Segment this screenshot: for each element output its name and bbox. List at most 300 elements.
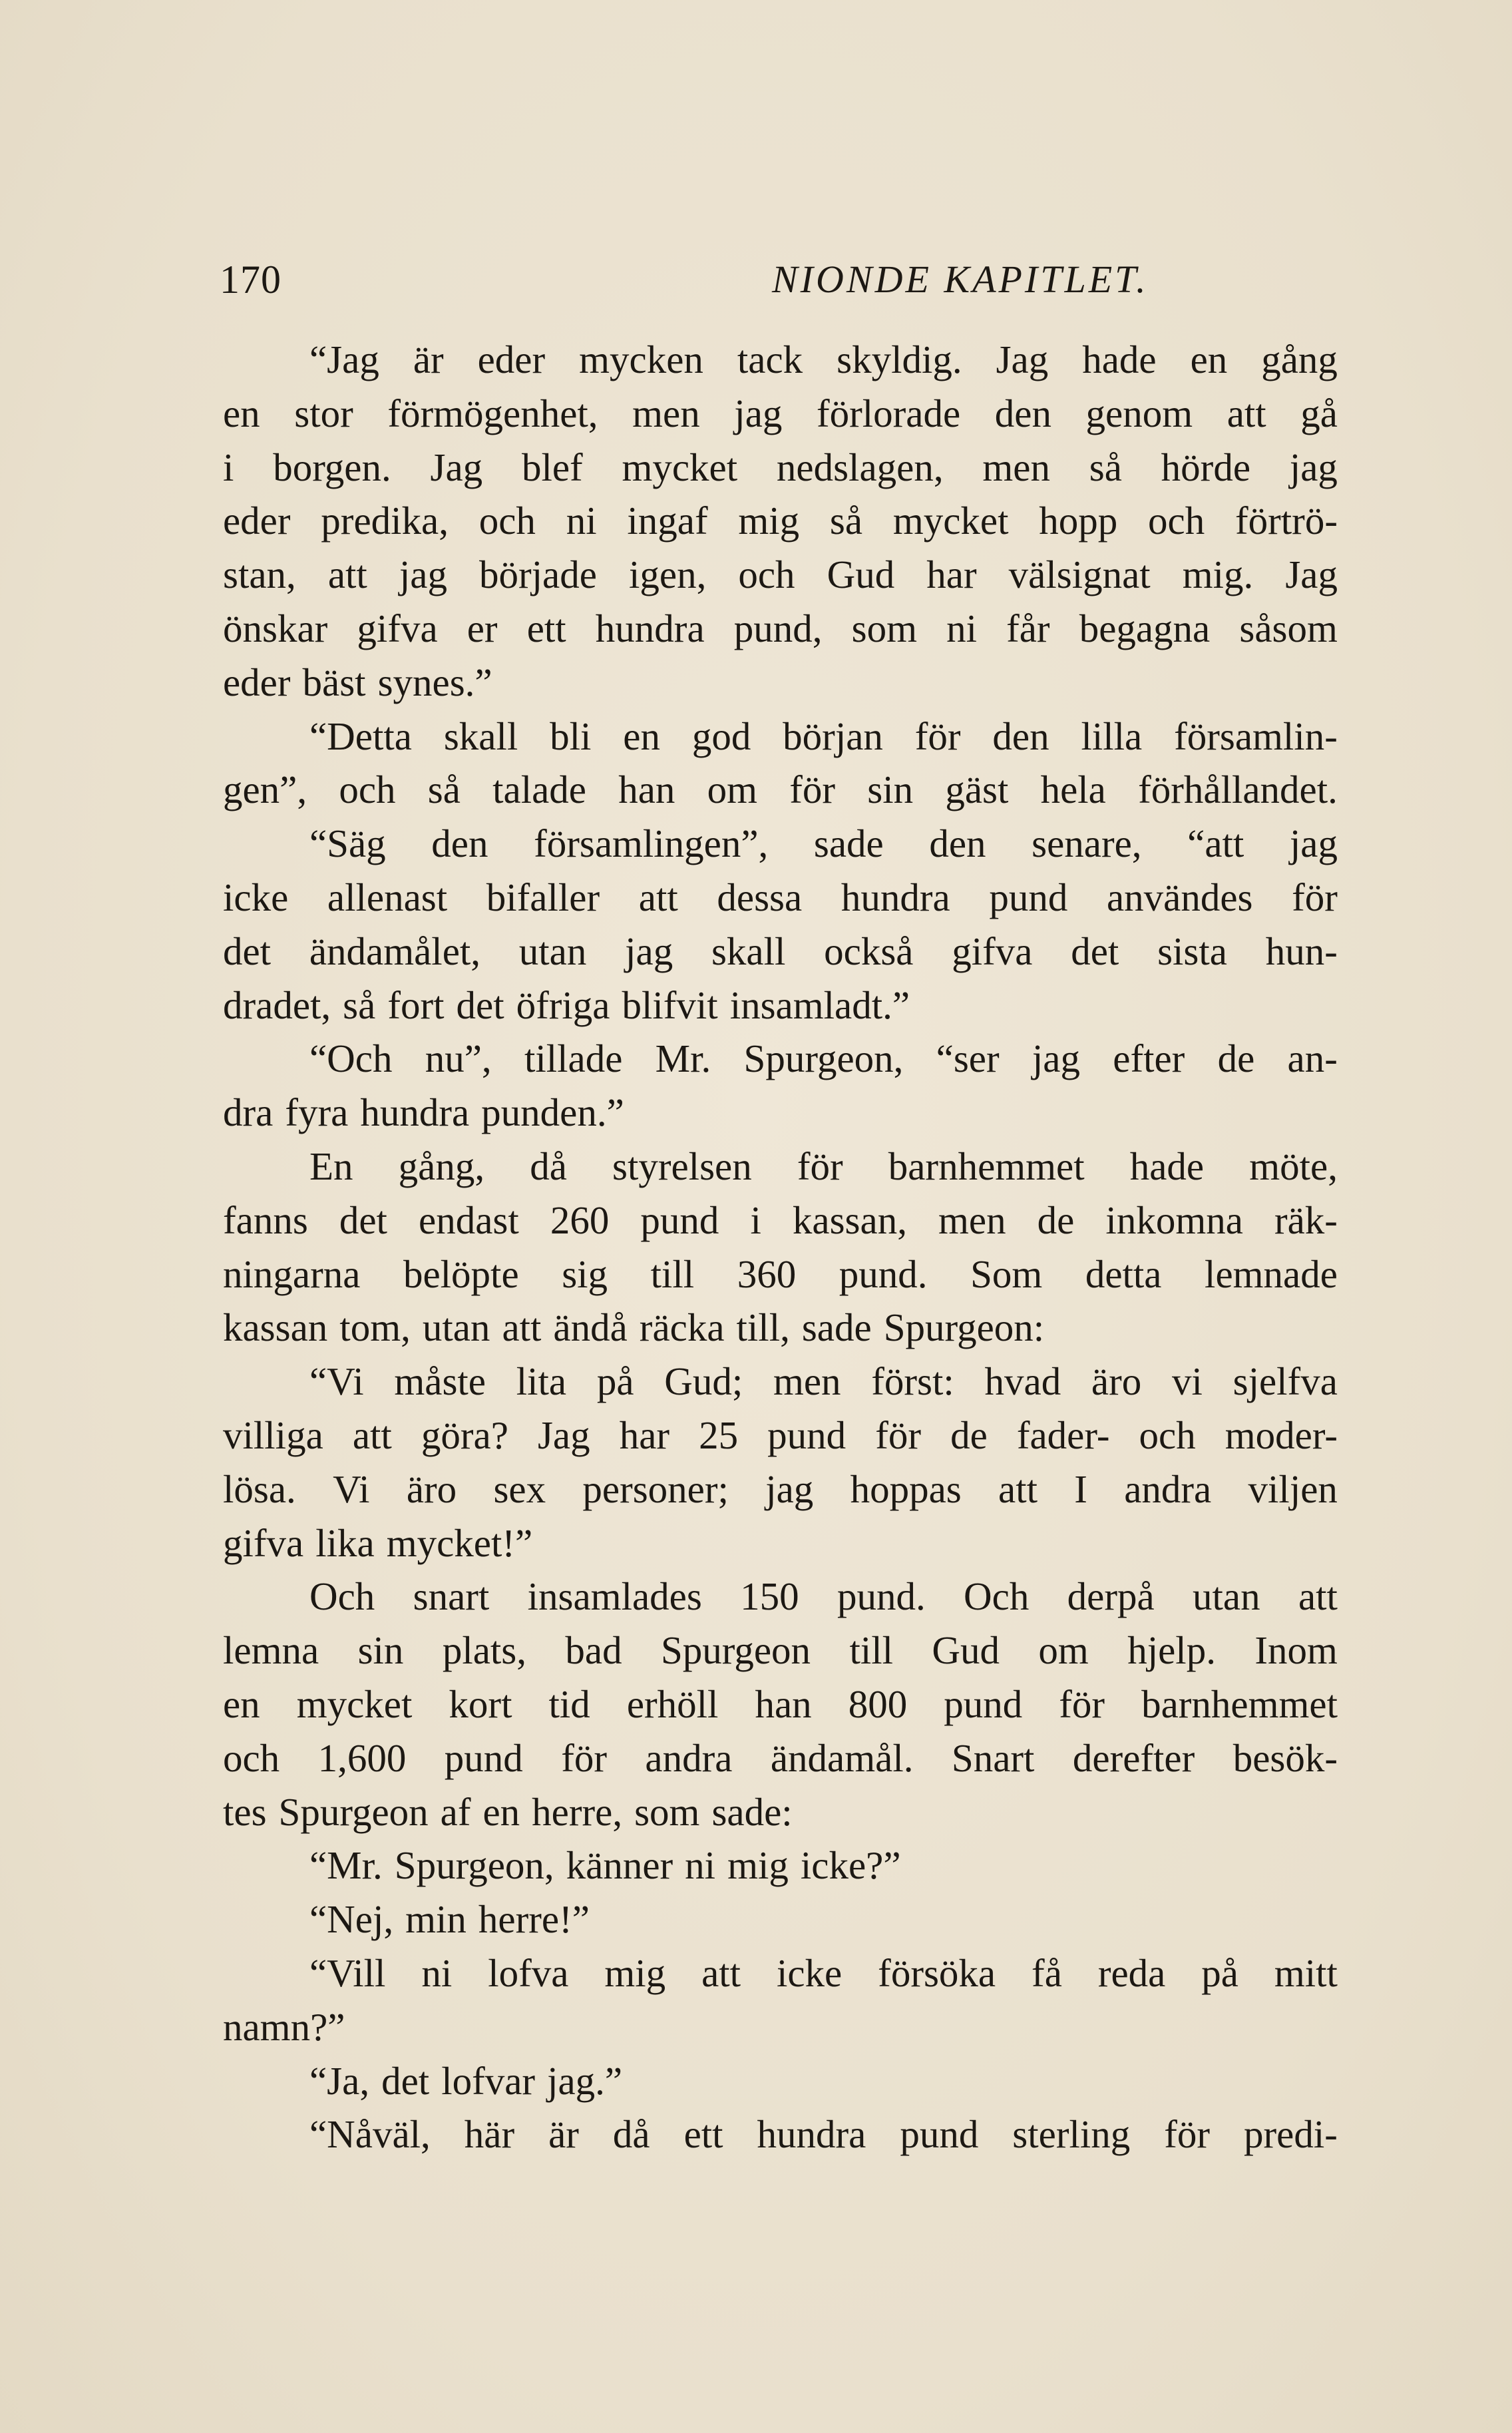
- word: af: [440, 1789, 471, 1834]
- word: Spurgeon:: [883, 1305, 1045, 1350]
- body-text: [223, 333, 1338, 2161]
- word: reda: [1097, 1950, 1166, 1995]
- word: utan: [422, 1305, 490, 1350]
- word: som: [634, 1789, 700, 1834]
- word: borgen.: [273, 445, 391, 489]
- word: förlorade: [816, 391, 961, 435]
- word: hoppas: [850, 1466, 962, 1511]
- word: Och: [309, 1574, 375, 1619]
- text-line: [223, 2000, 1338, 2054]
- text-line: [223, 1677, 1338, 1731]
- word: om: [707, 768, 758, 812]
- word: lita: [516, 1359, 567, 1404]
- word: Jag: [430, 445, 483, 489]
- word: utan: [1193, 1574, 1260, 1619]
- word: sade: [801, 1305, 872, 1350]
- word: dra: [223, 1090, 274, 1135]
- word: predika,: [321, 499, 449, 543]
- word: och: [738, 553, 795, 597]
- word: har: [926, 553, 977, 597]
- word: hade: [1129, 1144, 1205, 1188]
- word: mig: [738, 499, 800, 543]
- word: den: [431, 821, 488, 866]
- word: att: [502, 1305, 542, 1350]
- text-line: [223, 1086, 1338, 1140]
- word: pund.: [837, 1574, 926, 1619]
- text-line: [223, 871, 1338, 925]
- word: att: [1227, 391, 1266, 435]
- word: hade: [1082, 337, 1157, 381]
- text-line: [223, 1032, 1338, 1086]
- word: gen”,: [223, 768, 307, 812]
- word: “Mr.: [309, 1843, 383, 1888]
- word: lilla: [1081, 714, 1143, 758]
- word: Inom: [1254, 1628, 1338, 1673]
- word: mig: [727, 1843, 789, 1888]
- word: lösa.: [223, 1466, 296, 1511]
- word: en: [482, 1789, 520, 1834]
- word: 1,600: [317, 1735, 407, 1780]
- text-line: [223, 925, 1338, 979]
- word: ni: [566, 499, 597, 543]
- word: kort: [449, 1681, 512, 1726]
- word: Spurgeon,: [743, 1036, 904, 1081]
- word: tillade: [524, 1036, 623, 1081]
- word: försöka: [878, 1950, 996, 1995]
- word: hjelp.: [1127, 1628, 1216, 1673]
- word: då: [612, 2112, 650, 2157]
- word: begagna: [1079, 606, 1211, 650]
- word: lofva: [488, 1950, 569, 1995]
- word: det: [1071, 929, 1119, 973]
- word: hvad: [984, 1359, 1061, 1404]
- word: insamlades: [527, 1574, 702, 1619]
- word: efter: [1113, 1036, 1185, 1081]
- word: stor: [294, 391, 353, 435]
- word: jag.”: [547, 2058, 623, 2103]
- word: vi: [1171, 1359, 1203, 1404]
- word: sin: [867, 768, 914, 812]
- word: början: [783, 714, 883, 758]
- word: välsignat: [1008, 553, 1151, 597]
- word: öfriga: [516, 983, 610, 1027]
- word: och: [1139, 1413, 1196, 1457]
- word: ändå: [553, 1305, 628, 1350]
- word: den: [929, 821, 986, 866]
- word: ett: [526, 606, 566, 650]
- word: sade:: [711, 1789, 793, 1834]
- text-line: [223, 763, 1338, 817]
- word: allenast: [327, 875, 448, 919]
- word: möte,: [1249, 1144, 1338, 1188]
- word: men: [773, 1359, 841, 1404]
- text-line: [223, 1785, 1338, 1839]
- word: är: [413, 337, 444, 381]
- word: gifva: [223, 1520, 304, 1565]
- word: gå: [1300, 391, 1338, 435]
- word: gäst: [945, 768, 1009, 812]
- word: mig: [604, 1950, 666, 1995]
- word: min: [405, 1897, 467, 1942]
- text-line: [223, 1570, 1338, 1624]
- word: användes: [1106, 875, 1253, 919]
- word: “Detta: [309, 714, 412, 758]
- word: för: [1059, 1681, 1105, 1726]
- word: Jag: [537, 1413, 590, 1457]
- word: sex: [493, 1466, 546, 1511]
- word: 150: [740, 1574, 799, 1619]
- word: lemnade: [1205, 1251, 1338, 1296]
- word: Gud: [932, 1628, 1000, 1673]
- word: hörde: [1161, 445, 1251, 489]
- word: får: [1006, 606, 1050, 650]
- word: gifva: [357, 606, 438, 650]
- word: 800: [848, 1681, 908, 1726]
- word: att: [998, 1466, 1038, 1511]
- word: han: [618, 768, 675, 812]
- word: skall: [711, 929, 786, 973]
- word: för: [797, 1144, 843, 1188]
- word: ändamål.: [770, 1735, 914, 1780]
- word: synes.”: [377, 660, 492, 704]
- word: det: [381, 2058, 430, 2103]
- text-line: [223, 1516, 1338, 1570]
- word: för: [875, 1413, 922, 1457]
- word: i: [223, 445, 234, 489]
- word: kassan: [223, 1305, 328, 1350]
- word: började: [479, 553, 597, 597]
- word: derpå: [1067, 1574, 1155, 1619]
- word: “Säg: [309, 821, 386, 866]
- text-line: [223, 1624, 1338, 1677]
- word: pund: [989, 875, 1068, 919]
- text-line: [223, 1355, 1338, 1409]
- word: hundra: [360, 1090, 470, 1135]
- word: en: [223, 1681, 260, 1726]
- word: för: [914, 714, 961, 758]
- word: predi-: [1244, 2112, 1338, 2157]
- text-line: [223, 1194, 1338, 1247]
- word: gång: [1261, 337, 1338, 381]
- word: nedslagen,: [776, 445, 944, 489]
- word: förhållandet.: [1138, 768, 1338, 812]
- word: “Nej,: [309, 1897, 394, 1942]
- word: som: [851, 606, 917, 650]
- word: är: [548, 2112, 579, 2157]
- word: Som: [970, 1251, 1043, 1296]
- word: moder-: [1225, 1413, 1338, 1457]
- word: ni: [946, 606, 977, 650]
- word: ingaf: [627, 499, 708, 543]
- word: och: [339, 768, 396, 812]
- word: lofvar: [441, 2058, 536, 2103]
- word: belöpte: [403, 1251, 519, 1296]
- word: mycket: [892, 499, 1009, 543]
- word: att: [352, 1413, 392, 1457]
- word: sista: [1157, 929, 1227, 973]
- word: igen,: [628, 553, 707, 597]
- text-line: [223, 1946, 1338, 2000]
- word: Jag: [1285, 553, 1338, 597]
- word: då: [530, 1144, 567, 1188]
- word: så: [1089, 445, 1122, 489]
- word: icke: [223, 875, 289, 919]
- word: det: [456, 983, 504, 1027]
- text-line: [223, 656, 1338, 710]
- word: fort: [387, 983, 445, 1027]
- word: men: [982, 445, 1050, 489]
- word: er: [467, 606, 498, 650]
- word: församlingen”,: [534, 821, 769, 866]
- word: såsom: [1239, 606, 1338, 650]
- word: ni: [421, 1950, 453, 1995]
- text-line: [223, 548, 1338, 602]
- word: det: [223, 929, 272, 973]
- word: senare,: [1032, 821, 1142, 866]
- word: och: [478, 499, 536, 543]
- text-line: [223, 1462, 1338, 1516]
- word: till: [849, 1628, 894, 1673]
- word: eder: [223, 660, 291, 704]
- text-line: [223, 441, 1338, 495]
- word: viljen: [1248, 1466, 1338, 1511]
- word: ni: [685, 1843, 716, 1888]
- word: andra: [1124, 1466, 1212, 1511]
- word: herre,: [532, 1789, 623, 1834]
- text-line: [223, 2107, 1338, 2161]
- word: känner: [566, 1843, 673, 1888]
- word: dessa: [717, 875, 803, 919]
- word: och: [223, 1735, 280, 1780]
- word: till,: [736, 1305, 790, 1350]
- word: endast: [419, 1198, 519, 1242]
- word: skyldig.: [837, 337, 962, 381]
- word: den: [994, 391, 1051, 435]
- word: lika: [315, 1520, 375, 1565]
- word: blef: [521, 445, 583, 489]
- word: jag: [1289, 445, 1338, 489]
- word: pund.: [839, 1251, 928, 1296]
- word: insamladt.”: [729, 983, 910, 1027]
- word: önskar: [223, 606, 328, 650]
- word: eder: [477, 337, 546, 381]
- page-header: [220, 253, 1338, 306]
- word: måste: [394, 1359, 486, 1404]
- word: äro: [1091, 1359, 1142, 1404]
- text-line: [223, 1409, 1338, 1462]
- word: förmögenhet,: [387, 391, 598, 435]
- word: blifvit: [622, 983, 718, 1027]
- word: mycket!”: [386, 1520, 533, 1565]
- word: Spurgeon: [660, 1628, 811, 1673]
- word: mycken: [579, 337, 703, 381]
- word: Spurgeon: [278, 1789, 429, 1834]
- word: få: [1032, 1950, 1062, 1995]
- word: jag: [1032, 1036, 1080, 1081]
- word: god: [691, 714, 751, 758]
- word: pund: [640, 1198, 719, 1242]
- word: ändamålet,: [309, 929, 481, 973]
- word: har: [619, 1413, 670, 1457]
- word: till: [650, 1251, 695, 1296]
- word: namn?”: [223, 2004, 345, 2049]
- word: han: [755, 1681, 812, 1726]
- word: sade: [813, 821, 884, 866]
- word: 25: [699, 1413, 739, 1457]
- word: tom,: [339, 1305, 411, 1350]
- word: stan,: [223, 553, 296, 597]
- word: räk-: [1274, 1198, 1338, 1242]
- word: barnhemmet: [1141, 1681, 1338, 1726]
- word: Mr.: [655, 1036, 711, 1081]
- word: Jag: [996, 337, 1049, 381]
- word: de: [950, 1413, 988, 1457]
- word: fanns: [223, 1198, 308, 1242]
- word: dradet,: [223, 983, 331, 1027]
- word: inkomna: [1105, 1198, 1243, 1242]
- word: en: [1190, 337, 1228, 381]
- word: gifva: [952, 929, 1033, 973]
- word: an-: [1287, 1036, 1338, 1081]
- word: sterling: [1012, 2112, 1131, 2157]
- word: bifaller: [486, 875, 600, 919]
- word: de: [1217, 1036, 1255, 1081]
- word: hundra: [595, 606, 705, 650]
- word: talade: [492, 768, 586, 812]
- page-number: 170: [220, 258, 282, 302]
- word: göra?: [421, 1413, 508, 1457]
- word: bli: [550, 714, 592, 758]
- word: erhöll: [626, 1681, 719, 1726]
- word: på: [596, 1359, 634, 1404]
- word: barnhemmet: [888, 1144, 1085, 1188]
- word: tid: [548, 1681, 590, 1726]
- word: En: [309, 1144, 353, 1188]
- word: Gud: [827, 553, 895, 597]
- word: tes: [223, 1789, 267, 1834]
- text-line: [223, 333, 1338, 387]
- word: förtrö-: [1235, 499, 1338, 543]
- word: en: [623, 714, 660, 758]
- word: villiga: [223, 1413, 323, 1457]
- word: derefter: [1072, 1735, 1195, 1780]
- word: herre!”: [478, 1897, 590, 1942]
- running-head: NIONDE KAPITLET.: [772, 258, 1149, 301]
- text-line: [223, 710, 1338, 764]
- word: punden.”: [481, 1090, 624, 1135]
- word: först:: [871, 1359, 954, 1404]
- word: mycket: [296, 1681, 413, 1726]
- word: “Vi: [309, 1359, 364, 1404]
- word: “Ja,: [309, 2058, 370, 2103]
- text-line: [223, 1731, 1338, 1785]
- word: på: [1201, 1950, 1238, 1995]
- word: sin: [357, 1628, 404, 1673]
- text-line: [223, 602, 1338, 656]
- word: “att: [1187, 821, 1244, 866]
- word: icke: [776, 1950, 843, 1995]
- word: Vi: [333, 1466, 370, 1511]
- word: för: [1164, 2112, 1211, 2157]
- word: och: [1148, 499, 1205, 543]
- word: bäst: [302, 660, 366, 704]
- word: I: [1074, 1466, 1087, 1511]
- word: jag: [734, 391, 783, 435]
- word: att: [638, 875, 678, 919]
- word: de: [1037, 1198, 1075, 1242]
- word: plats,: [442, 1628, 526, 1673]
- word: icke?”: [800, 1843, 901, 1888]
- word: pund: [944, 1681, 1023, 1726]
- text-line: [223, 1140, 1338, 1194]
- word: jag: [399, 553, 447, 597]
- word: också: [824, 929, 914, 973]
- text-line: [223, 1247, 1338, 1301]
- word: så: [427, 768, 461, 812]
- word: äro: [406, 1466, 457, 1511]
- word: pund: [900, 2112, 979, 2157]
- word: 260: [550, 1198, 610, 1242]
- word: Gud;: [664, 1359, 743, 1404]
- word: jag: [1289, 821, 1338, 866]
- word: men: [938, 1198, 1006, 1242]
- word: fyra: [285, 1090, 349, 1135]
- word: personer;: [582, 1466, 729, 1511]
- word: hela: [1040, 768, 1106, 812]
- word: eder: [223, 499, 291, 543]
- word: hopp: [1039, 499, 1118, 543]
- text-line: [223, 1301, 1338, 1355]
- word: att: [701, 1950, 741, 1995]
- word: gång,: [398, 1144, 485, 1188]
- word: räcka: [639, 1305, 725, 1350]
- word: för: [1292, 875, 1338, 919]
- word: mycket: [622, 445, 738, 489]
- word: den: [992, 714, 1049, 758]
- word: pund,: [733, 606, 823, 650]
- text-line: [223, 494, 1338, 548]
- word: “ser: [936, 1036, 1000, 1081]
- word: i: [750, 1198, 761, 1242]
- word: Spurgeon,: [394, 1843, 554, 1888]
- word: för: [561, 1735, 607, 1780]
- word: “Nåväl,: [309, 2112, 431, 2157]
- word: besök-: [1232, 1735, 1338, 1780]
- word: skall: [443, 714, 518, 758]
- word: utan: [518, 929, 587, 973]
- word: tack: [737, 337, 803, 381]
- word: att: [327, 553, 367, 597]
- text-line: [223, 1892, 1338, 1946]
- word: jag: [625, 929, 673, 973]
- word: “Och: [309, 1036, 393, 1081]
- text-line: [223, 1839, 1338, 1892]
- word: hun-: [1265, 929, 1338, 973]
- word: genom: [1085, 391, 1193, 435]
- word: att: [1298, 1574, 1338, 1619]
- word: så: [343, 983, 376, 1027]
- word: sjelfva: [1232, 1359, 1338, 1404]
- word: jag: [765, 1466, 814, 1511]
- word: Snart: [951, 1735, 1035, 1780]
- word: “Vill: [309, 1950, 386, 1995]
- word: bad: [565, 1628, 622, 1673]
- word: en: [223, 391, 260, 435]
- word: om: [1038, 1628, 1089, 1673]
- word: pund: [767, 1413, 847, 1457]
- text-line: [223, 387, 1338, 441]
- word: styrelsen: [612, 1144, 752, 1188]
